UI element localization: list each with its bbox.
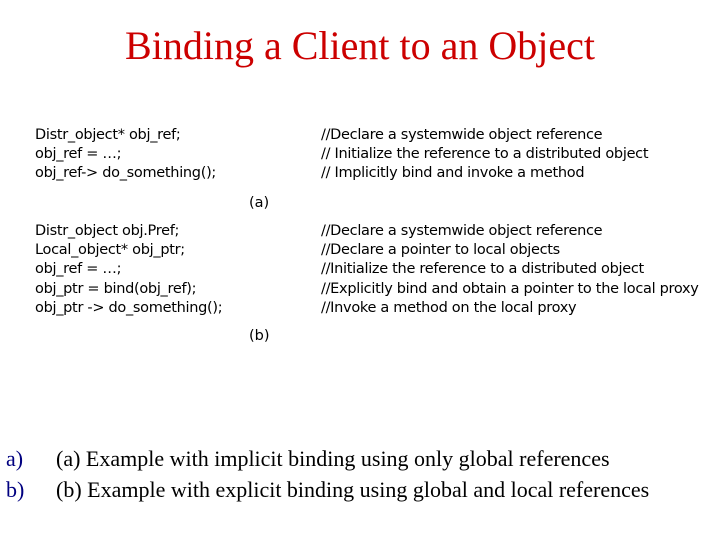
code-line: obj_ref = …; xyxy=(35,261,122,278)
comment-line: //Declare a pointer to local objects xyxy=(321,242,560,259)
code-line: Distr_object obj.Pref; xyxy=(35,223,180,239)
code-line: Distr_object* obj_ref; xyxy=(35,127,181,143)
list-item xyxy=(6,474,649,505)
code-a xyxy=(35,126,216,184)
summary-list xyxy=(6,443,649,505)
comments-a xyxy=(321,126,648,184)
list-marker: a) xyxy=(6,446,24,471)
slide-title: Binding a Client to an Object xyxy=(125,23,595,68)
code-line: obj_ptr = bind(obj_ref); xyxy=(35,280,197,297)
comments-b xyxy=(321,222,699,318)
list-marker: b) xyxy=(6,477,25,502)
comment-line: //Explicitly bind and obtain a pointer to the local proxy xyxy=(321,280,699,297)
caption-a: (a) xyxy=(249,195,270,211)
code-line: Local_object* obj_ptr; xyxy=(35,242,185,259)
caption-b: (b) xyxy=(249,328,270,344)
comment-line: // Initialize the reference to a distributed object xyxy=(321,146,649,163)
comment-line: //Declare a systemwide object reference xyxy=(321,223,603,239)
comment-line: //Initialize the reference to a distributed object xyxy=(321,261,644,278)
code-line: obj_ptr -> do_something(); xyxy=(35,299,223,316)
code-line: obj_ref-> do_something(); xyxy=(35,165,217,182)
comment-line: //Declare a systemwide object reference xyxy=(321,127,603,143)
list-item-text: (a) Example with implicit binding using only global references xyxy=(56,446,610,471)
list-item xyxy=(6,443,649,474)
comment-line: //Invoke a method on the local proxy xyxy=(321,299,577,316)
code-line: obj_ref = …; xyxy=(35,146,122,163)
code-b xyxy=(35,222,222,318)
list-item-text: (b) Example with explicit binding using global and local references xyxy=(56,477,650,502)
comment-line: // Implicitly bind and invoke a method xyxy=(321,165,585,182)
